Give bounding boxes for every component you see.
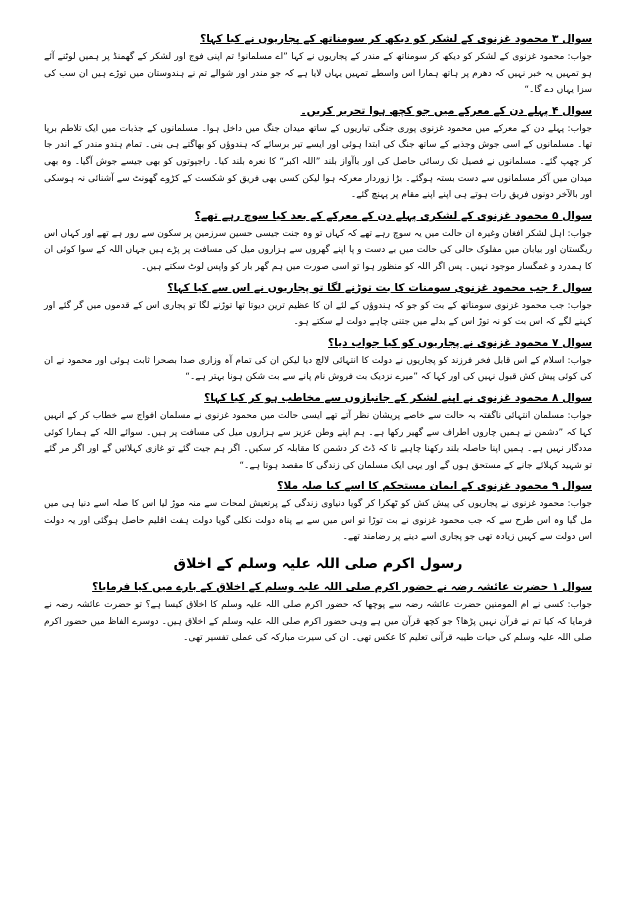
- answer-akhlaq-1: جواب: کسی نے ام المومنین حضرت عائشہ رضہ سے پوچھا کہ حضور اکرم صلی اللہ علیہ وسلم کا اخلاق کیسا ہے؟ تو حضرت عائشہ رضہ نے فرمایا کہ کیا تم نے قرآن نہیں پڑھا؟ جو کچھ قرآن میں ہے وہی حضور اکرم صلی اللہ علیہ وسلم کے اخلاق ہیں۔ دوسرے الفاظ میں حضور اکرم صلی اللہ علیہ وسلم کی حیات طیبہ قرآنی تعلیم کا عکس تھی۔ ان کی سیرت مبارکہ کی عملی تفسیر تھی۔: [44, 600, 592, 644]
- answer-3: جواب: محمود غزنوی کے لشکر کو دیکھ کر سومناتھ کے مندر کے پجاریوں نے کہا ”اے مسلمانو! تم اپنی فوج اور لشکر کے گھمنڈ پر ہمیں لوٹنے آئے ہو تمہیں یہ خبر نہیں کہ دھرم پر ہاتھ ہمارا اس واسطے تمہیں یہاں لایا ہے کہ جو مندر اور شوالے تم نے ہندوستان میں توڑے ہیں ان سب کی سزا یہاں دے گا۔“: [44, 52, 592, 96]
- answer-8: جواب: مسلمان انتہائی ناگفتہ بہ حالت سے خاصے پریشان نظر آتے تھے ایسی حالت میں محمود غزنوی نے مسلمان افواج سے خطاب کر کے انہیں کہا کہ ”دشمن نے ہمیں چاروں اطراف سے گھیر رکھا ہے۔ ہم اپنے وطن عزیز سے ہزاروں میل کی مسافت پر ہیں۔ سوائے اللہ کے ہمارا کوئی مددگار نہیں ہے۔ ہمیں اپنا حاصلہ بلند رکھنا چاہیے تا کہ ڈٹ کر دشمن کا مقابلہ کر سکیں۔ اگر ہم جیت گئے تو غازی کہلائیں گے اور اگر مر گئے تو شہید کہلائے جانے کے مستحق ہوں گے اور یہی ایک مسلمان کی زندگی کا مقصد ہوتا ہے۔“: [44, 410, 592, 471]
- answer-9: جواب: محمود غزنوی نے پجاریوں کی پیش کش کو ٹھکرا کر گویا دنیاوی زندگی کے پرتعیش لمحات سے منہ موڑ لیا اس کا صلہ اسے دنیا ہی میں مل گیا وہ اس طرح سے کہ جب محمود غزنوی نے بت توڑا تو اس میں سے بے پناہ دولت نکلی گویا دولت ہفت اقلیم حاصل ہوگئی اور یہ دولت اس دولت سے کہیں زیادہ تھی جو پجاری اسے دینے پر رضامند تھے۔: [44, 499, 592, 543]
- question-akhlaq-1: سوال ۱ حضرت عائشہ رضہ نے حضور اکرم صلی اللہ علیہ وسلم کے اخلاق کے بارے میں کیا فرمایا؟: [92, 581, 592, 594]
- document-page: [44, 30, 592, 890]
- question-8: سوال ۸ محمود غزنوی نے اپنے لشکر کے جانبازوں سے مخاطب ہو کر کیا کہا؟: [204, 391, 592, 404]
- section-heading: رسول اکرم صلی اللہ علیہ وسلم کے اخلاق: [173, 556, 463, 573]
- answer-5: جواب: اہل لشکر افغان وغیرہ ان حالت میں یہ سوچ رہے تھے کہ کہاں تو وہ جنت جیسی حسین سرزمین پر سکون سے رور ہے تھے اور کہاں اس ریگستان اور بیابان میں مفلوک حالی کی حالت میں بے دست و پا اپنے گھروں سے ہزاروں میل کی مسافت پر پڑے ہیں جہاں اللہ کے سوا کوئی ان کا ہمدرد و غمگسار موجود نہیں۔ پس اگر اللہ کو منظور ہوا تو اسی صورت میں ہم گھر بار کو واپس لوٹ سکتے ہیں۔: [44, 228, 592, 272]
- question-3: سوال ۳ محمود غزنوی کے لشکر کو دیکھ کر سومناتھ کے پجاریوں نے کیا کہا؟: [200, 33, 592, 45]
- answer-4: جواب: پہلے دن کے معرکے میں محمود غزنوی پوری جنگی تیاریوں کے ساتھ میدان جنگ میں داخل ہوا۔ مسلمانوں کے جذبات میں ایک تلاطم برپا تھا۔ مسلمانوں کے اسی جوش وجذبے کے ساتھ جنگ کی ابتدا ہوئی اور ایسے تیر برسائے کہ ہندوؤں کو بھاگتے ہی بنی۔ تمام ہندو مندر کے اندر جا کر چھپ گئے۔ مسلمانوں نے فصیل تک رسائی حاصل کی اور باآواز بلند ”اللہ اکبر“ کا نعرہ بلند کیا۔ راجپوتوں کو بھی جیسے جوش آگیا۔ وہ بھی میدان میں آکر مسلمانوں سے دست بستہ ہوگئے۔ بڑا زوردار معرکہ ہوا لیکن کسی بھی فریق کو شکست کے کڑوے گھونٹ سے آشنائی نہ ہوسکی اور بالآخر دونوں فریق رات ہوتے ہی اپنے اپنے مقام پر پہنچ گئے۔: [44, 123, 592, 201]
- question-6: سوال ۶ جب محمود غزنوی سومنات کا بت توڑنے لگا تو پجاریوں نے اس سے کیا کہا؟: [167, 281, 592, 294]
- question-4: سوال ۴ پہلے دن کے معرکے میں جو کچھ ہوا تحریر کریں۔: [300, 104, 592, 117]
- question-9: سوال ۹ محمود غزنوی کے ایمان مستحکم کا اسے کیا صلہ ملا؟: [277, 480, 592, 493]
- answer-6: جواب: جب محمود غزنوی سومناتھ کے بت کو جو کہ ہندوؤں کے لئے ان کا عظیم ترین دیوتا تھا توڑنے لگا تو پجاری اس کے قدموں میں گر گئے اور کہنے لگے کہ اس بت کو نہ توڑ اس کے بدلے میں جتنی چاہے دولت لے سکتے ہو۔: [44, 300, 592, 328]
- answer-7: جواب: اسلام کے اس قابل فخر فرزند کو پجاریوں نے دولت کا انتہائی لالچ دیا لیکن ان کی تمام آہ وزاری صدا بصحرا ثابت ہوئی اور محمود نے ان کی کوئی پیش کش قبول نہیں کی اور کہا کہ ”میرے نزدیک بت فروش نام پانے سے بت شکن ہونا بہتر ہے۔“: [44, 355, 592, 383]
- question-5: سوال ۵ محمود غزنوی کے لشکری پہلے دن کے معرکے کے بعد کیا سوچ رہے تھے؟: [194, 209, 592, 222]
- question-7: سوال ۷ محمود غزنوی نے پجاریوں کو کیا جواب دیا؟: [328, 336, 592, 349]
